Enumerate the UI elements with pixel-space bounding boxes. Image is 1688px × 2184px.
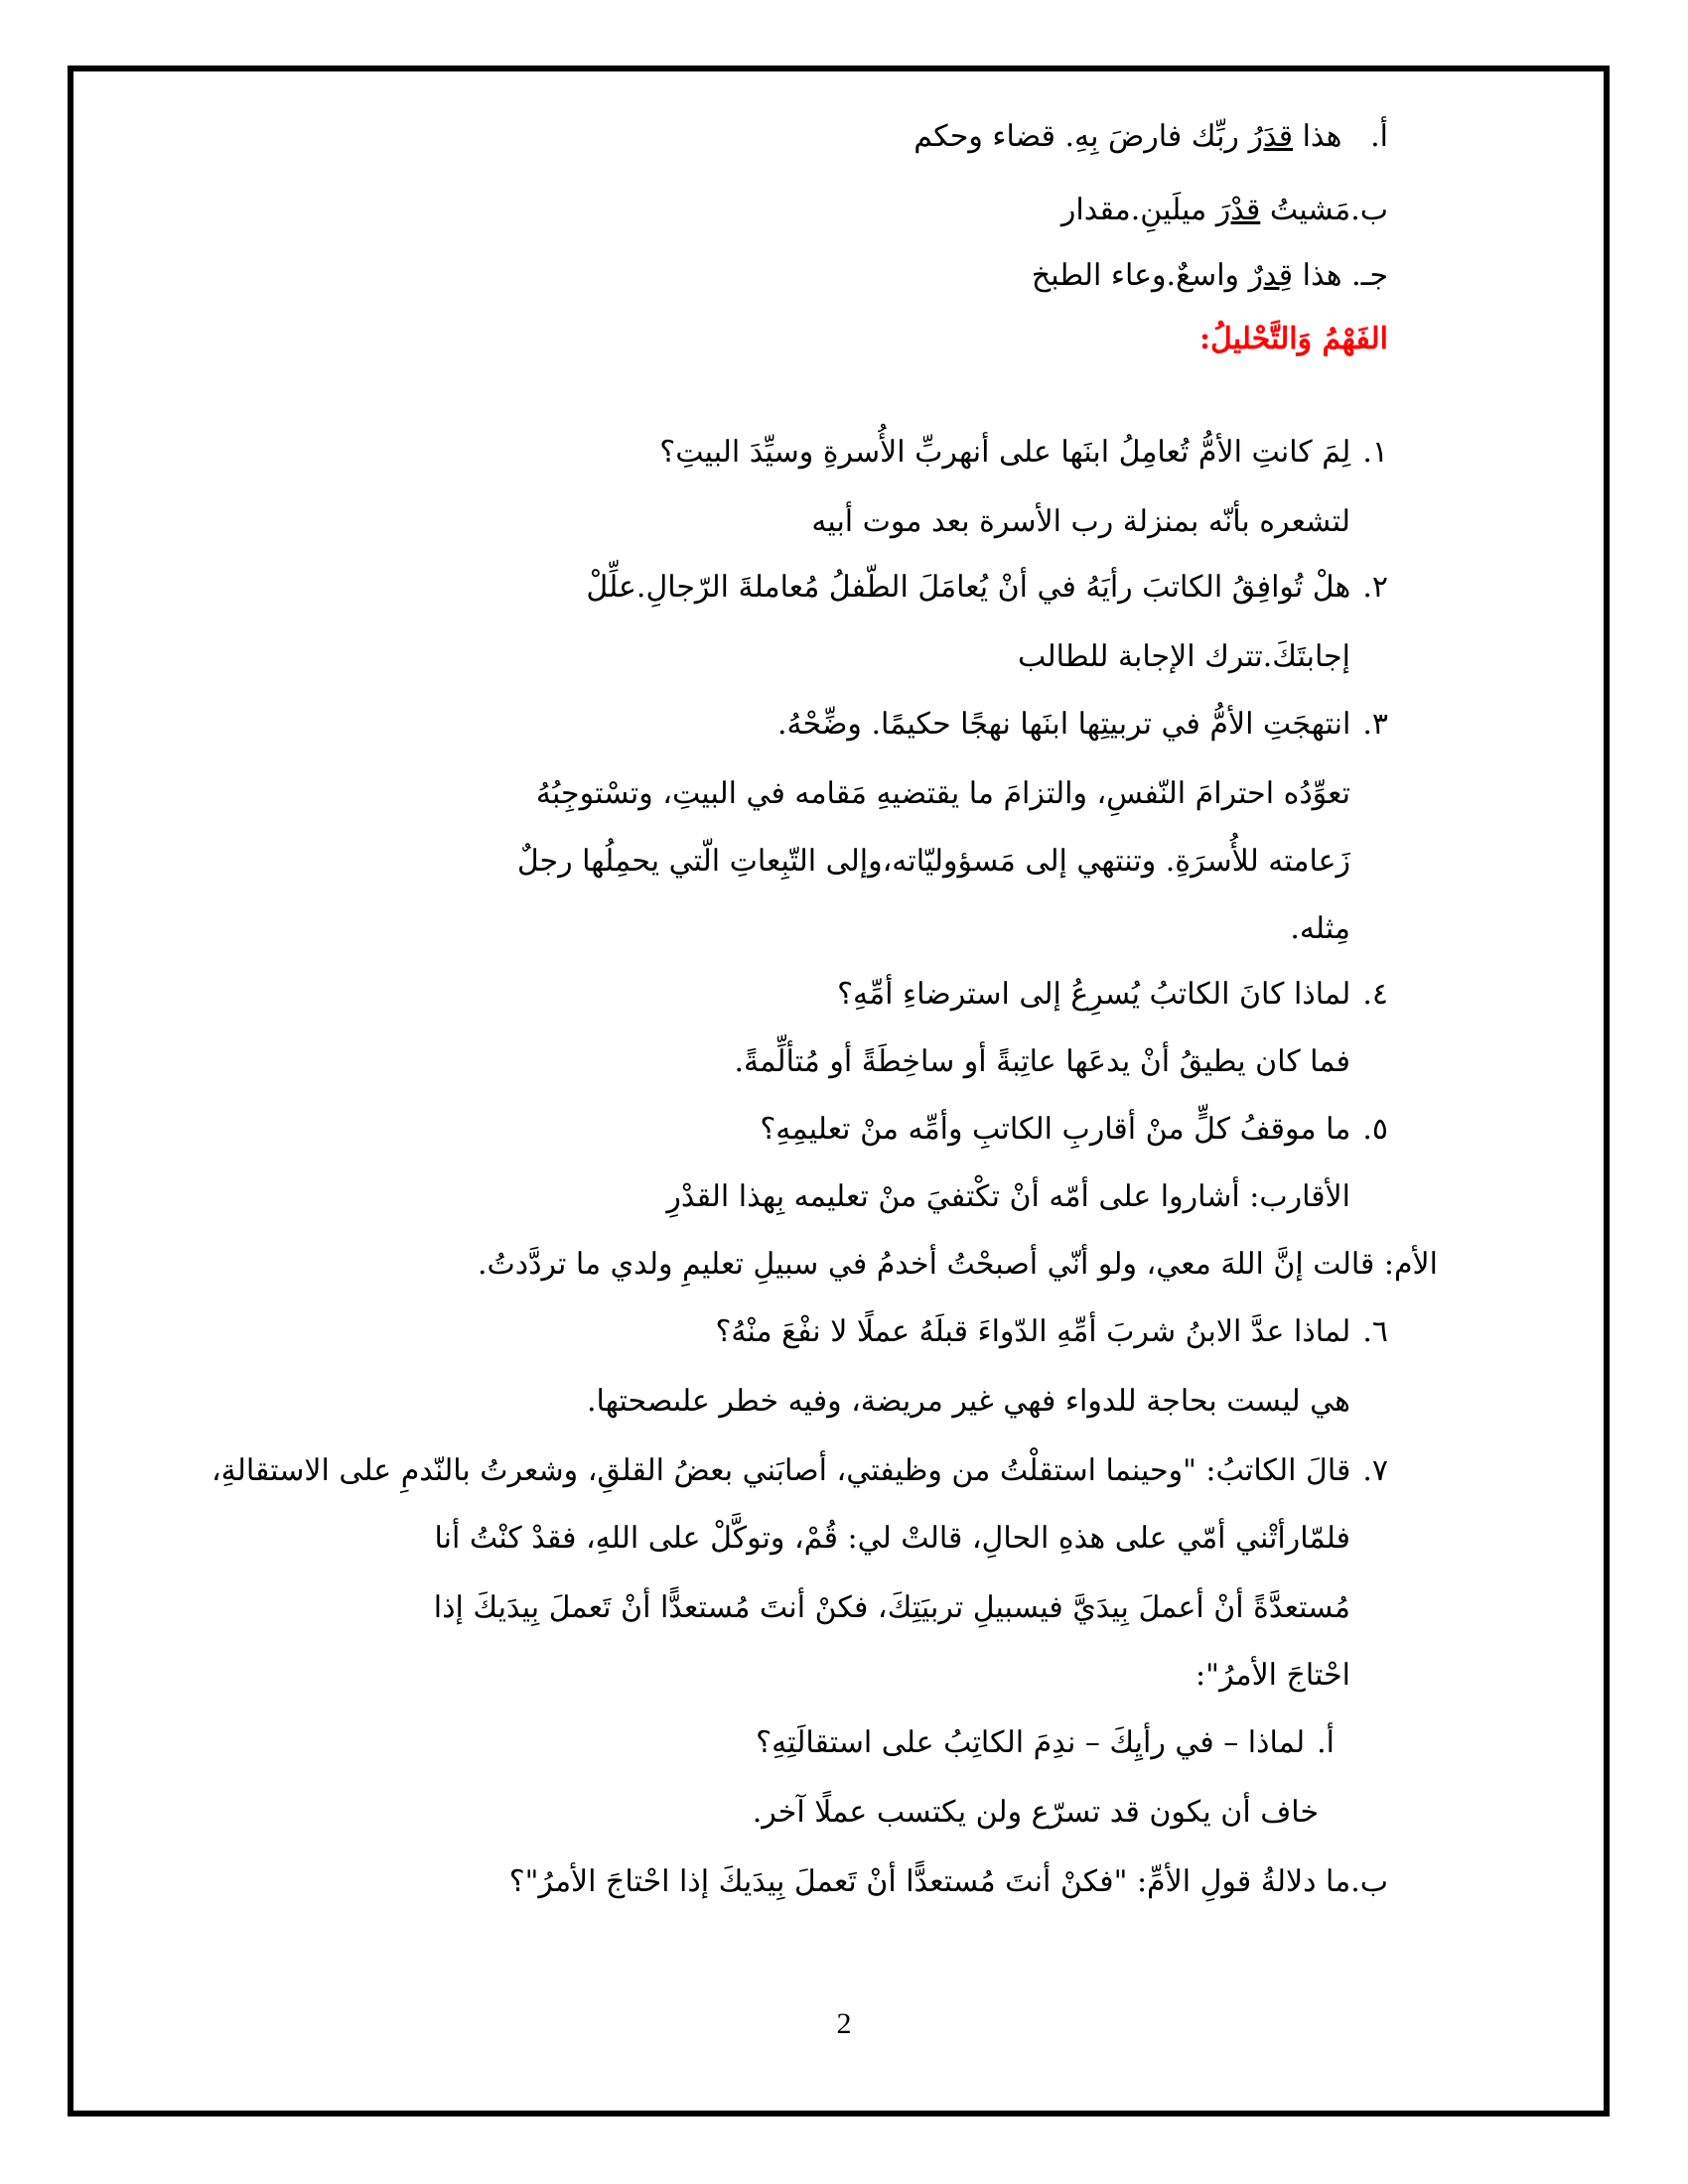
definition-meaning: واسعٌ.وعاء الطبخ bbox=[1031, 258, 1249, 293]
answer-6: هي ليست بحاجة للدواء فهي غير مريضة، وفيه خطر علىصحتها. bbox=[586, 1384, 1350, 1419]
definition-before: مَشيتُ bbox=[1260, 193, 1351, 227]
question-1 bbox=[659, 433, 1388, 473]
definition-letter: جـ. bbox=[1351, 258, 1388, 293]
answer-5-mother: الأم: قالت إنَّ اللهَ معي، ولو أنّي أصبحْتُ أخدمُ في سبيلِ تعليمِ ولدي ما تردَّدتُ. bbox=[477, 1247, 1438, 1282]
question-7-line-4: احْتاجَ الأمرُ": bbox=[1196, 1658, 1350, 1693]
answer-4: فما كان يطيقُ أنْ يدعَها عاتِبةً أو ساخِطَةً أو مُتألِّمةً. bbox=[734, 1044, 1350, 1079]
question-number: ٧. bbox=[1362, 1453, 1388, 1488]
question-text: قالَ الكاتبُ: "وحينما استقلْتُ من وظيفتي، أصابَني بعضُ القلقِ، وشعرتُ بالنّدمِ على الاستقالةِ، bbox=[211, 1453, 1351, 1488]
definition-letter: أ. bbox=[1370, 119, 1388, 154]
question-4 bbox=[837, 975, 1388, 1015]
sub-question-a bbox=[756, 1723, 1335, 1763]
definition-meaning: ميلَينِ.مقدار bbox=[1060, 193, 1216, 227]
sub-question-text: ما دلالةُ قولِ الأمِّ: "فكنْ أنتَ مُستعدًّا أنْ تَعملَ بِيدَيكَ إذا احْتاجَ الأمرُ"؟ bbox=[508, 1864, 1351, 1899]
sub-question-letter: أ. bbox=[1317, 1725, 1335, 1760]
definition-before: هذا bbox=[1293, 119, 1342, 154]
answer-3-line-1: تعوِّدُه احترامَ النّفسِ، والتزامَ ما يقتضيهِ مَقامه في البيتِ، وتسْتوجِبُهُ bbox=[535, 776, 1350, 811]
question-7-line-3: مُستعدَّةً أنْ أعملَ بِيدَيَّ فيسبيلِ تربيَتِكَ، فكنْ أنتَ مُستعدًّا أنْ تَعملَ بِيدَيكَ إذا bbox=[433, 1590, 1350, 1625]
sub-question-letter: ب. bbox=[1350, 1864, 1388, 1899]
definition-2 bbox=[1061, 191, 1388, 230]
question-3 bbox=[777, 705, 1388, 745]
question-text: لماذا كانَ الكاتبُ يُسرِعُ إلى استرضاءِ أمِّهِ؟ bbox=[837, 977, 1351, 1012]
definition-before: هذا bbox=[1293, 258, 1342, 293]
answer-3-line-3: مِثله. bbox=[1290, 911, 1350, 946]
question-number: ٤. bbox=[1362, 977, 1388, 1012]
sub-question-text: لماذا – في رأيِكَ – ندِمَ الكاتِبُ على استقالَتِهِ؟ bbox=[756, 1725, 1306, 1760]
definition-3 bbox=[1032, 256, 1388, 296]
question-text: انتهجَتِ الأمُّ في تربيتِها ابنَها نهجًا حكيمًا. وضِّحْهُ. bbox=[776, 707, 1351, 742]
question-number: ٢. bbox=[1362, 570, 1388, 605]
question-text: لِمَ كانتِ الأمُّ تُعامِلُ ابنَها على أنهربِّ الأُسرةِ وسيِّدَ البيتِ؟ bbox=[659, 435, 1351, 470]
question-7-line-1 bbox=[211, 1451, 1388, 1491]
answer-5-relatives: الأقارب: أشاروا على أمّه أنْ تكْتفيَ منْ تعليمه بِهذا القدْرِ bbox=[666, 1179, 1350, 1214]
question-number: ٥. bbox=[1362, 1112, 1388, 1147]
page-number: 2 bbox=[836, 2007, 852, 2040]
question-number: ١. bbox=[1362, 435, 1388, 470]
definition-letter: ب. bbox=[1350, 193, 1388, 227]
question-number: ٣. bbox=[1362, 707, 1388, 742]
sub-question-b bbox=[509, 1862, 1388, 1902]
answer-3-line-2: زَعامته للأُسرَةِ. وتنتهي إلى مَسؤوليّاته،وإلى التّبِعاتِ الّتي يحمِلُها رجلٌ bbox=[516, 844, 1350, 879]
question-number: ٦. bbox=[1362, 1314, 1388, 1349]
question-5 bbox=[760, 1110, 1388, 1150]
definition-1 bbox=[914, 117, 1388, 157]
answer-2: إجابتَكَ.تترك الإجابة للطالب bbox=[1018, 639, 1350, 674]
section-heading: الفَهْمُ وَالتَّحْليلُ: bbox=[1198, 322, 1388, 356]
definition-word: قدْرَ bbox=[1215, 193, 1261, 227]
question-7-line-2: فلمّارأتْني أمّي على هذهِ الحالِ، قالتْ لي: قُمْ، وتوكَّلْ على اللهِ، فقدْ كنْتُ أنا bbox=[434, 1521, 1350, 1556]
definition-word: قدَرُ bbox=[1248, 119, 1294, 154]
definition-word: قِدرٌ bbox=[1248, 258, 1294, 293]
question-text: لماذا عدَّ الابنُ شربَ أمِّهِ الدّواءَ قبلَهُ عملًا لا نفْعَ منْهُ؟ bbox=[715, 1314, 1351, 1349]
sub-answer-a: خاف أن يكون قد تسرّع ولن يكتسب عملًا آخر. bbox=[752, 1795, 1319, 1830]
definition-meaning: ربِّك فارضَ بِهِ. قضاء وحكم bbox=[914, 119, 1249, 154]
question-6 bbox=[716, 1312, 1389, 1352]
question-text: هلْ تُوافِقُ الكاتبَ رأيَهُ في أنْ يُعامَلَ الطّفلُ مُعاملةَ الرّجالِ.علِّلْ bbox=[586, 570, 1351, 605]
question-2 bbox=[586, 568, 1388, 608]
question-text: ما موقفُ كلٍّ منْ أقاربِ الكاتبِ وأمِّه منْ تعليمِهِ؟ bbox=[760, 1112, 1351, 1147]
answer-1: لتشعره بأنّه بمنزلة رب الأسرة بعد موت أبيه bbox=[811, 504, 1350, 539]
